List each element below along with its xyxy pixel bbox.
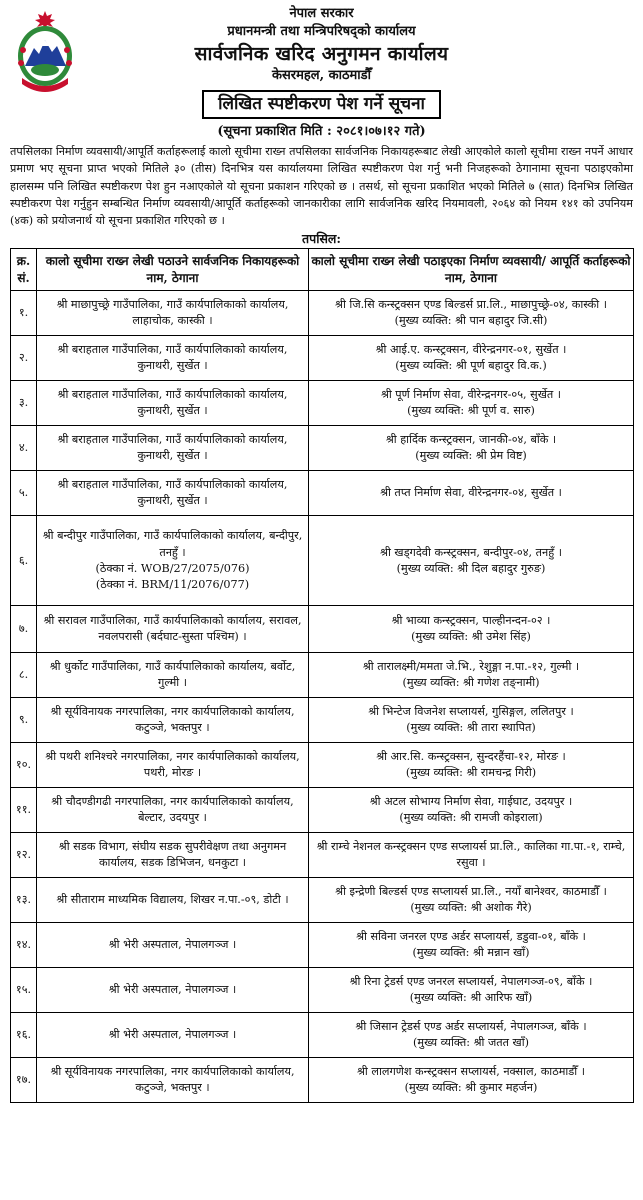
key-person: (मुख्य व्यक्ति: श्री पान बहादुर जि.सी) <box>394 314 548 328</box>
row-contractor <box>309 698 634 743</box>
row-contractor <box>309 336 634 381</box>
row-contractor <box>309 878 634 923</box>
table-row <box>11 743 634 788</box>
key-person: (मुख्य व्यक्ति: श्री जतत खाँ) <box>413 1036 529 1050</box>
contractor-name: श्री सविना जनरल एण्ड अर्डर सप्लायर्स, डडुवा-०१, बाँके । <box>356 930 586 944</box>
row-serial: ४. <box>11 426 37 471</box>
row-contractor <box>309 1058 634 1103</box>
row-entity: श्री बराहताल गाउँपालिका, गाउँ कार्यपालिकाको कार्यालय, कुनाथरी, सुर्खेत । <box>37 426 309 471</box>
row-serial: १५. <box>11 968 37 1013</box>
row-contractor <box>309 743 634 788</box>
table-row <box>11 1013 634 1058</box>
contractor-name: श्री आर.सि. कन्स्ट्रक्सन, सुन्दरहैंचा-१२, मोरङ । <box>376 750 566 764</box>
row-serial: ३. <box>11 381 37 426</box>
row-contractor <box>309 788 634 833</box>
contractor-name: श्री तप्त निर्माण सेवा, वीरेन्द्रनगर-०४, सुर्खेत । <box>380 486 562 500</box>
row-serial: १७. <box>11 1058 37 1103</box>
contractor-name: श्री रिना ट्रेडर्स एण्ड जनरल सप्लायर्स, नेपालगञ्ज-०९, बाँके । <box>349 975 593 989</box>
contractor-name: श्री लालगणेश कन्स्ट्रक्सन सप्लायर्स, नक्साल, काठमाडौँ । <box>357 1065 585 1079</box>
contractor-name: श्री भाव्या कन्स्ट्रक्सन, पाल्हीनन्दन-०२ । <box>391 614 551 628</box>
entity-name: श्री बन्दीपुर गाउँपालिका, गाउँ कार्यपालिकाको कार्यालय, बन्दीपुर, तनहुँ । <box>42 529 303 559</box>
table-row <box>11 653 634 698</box>
row-entity: श्री भेरी अस्पताल, नेपालगञ्ज । <box>37 923 309 968</box>
office-name: प्रधानमन्त्री तथा मन्त्रिपरिषद्को कार्यालय <box>227 24 416 40</box>
notice-paragraph: तपसिलका निर्माण व्यवसायी/आपूर्ति कर्ताहरूलाई कालो सूचीमा राख्न तपसिलका सार्वजनिक निकायहरूबाट लेखी आएकोले कालो सूचीमा राख्न नपर्ने आधार प्रमाण भए सूचना प्राप्त भएको मितिले ३० (तीस) दिनभित्र यस कार्यालयमा लिखित स्पष्टीकरण पेश गर्नु भनी निजहरूको ठेगानामा सूचना पठाइएकोमा हालसम्म पनि लिखित स्पष्टीकरण पेश हुन नआएकोले यो सूचना प्रकाशन गरिएको छ । तसर्थ, सो सूचना प्रकाशित भएको मितिले ७ (सात) दिनभित्र लिखित स्पष्टीकरण पेश गर्नुहुन सम्बन्धित निर्माण व्यवसायी/आपूर्ति कर्ताहरूको जानकारीका लागि सार्वजनिक खरिद नियमावली, २०६४ को नियम १४१ को उपनियम (४क) को प्रयोजनार्थ यो सूचना प्रकाशित गरिएको छ । <box>10 145 633 228</box>
row-entity: श्री भेरी अस्पताल, नेपालगञ्ज । <box>37 1013 309 1058</box>
table-row <box>11 1058 634 1103</box>
row-serial: २. <box>11 336 37 381</box>
notice-header <box>10 6 633 119</box>
table-row <box>11 471 634 516</box>
contractor-name: श्री इन्द्रेणी बिल्डर्स एण्ड सप्लायर्स प्रा.लि., नयाँ बानेश्वर, काठमाडौँ । <box>335 885 607 899</box>
table-row <box>11 291 634 336</box>
row-contractor <box>309 516 634 606</box>
key-person: (मुख्य व्यक्ति: श्री पूर्ण बहादुर वि.क.) <box>395 359 547 373</box>
row-contractor <box>309 833 634 878</box>
key-person: (मुख्य व्यक्ति: श्री पूर्ण व. सारु) <box>407 404 535 418</box>
table-row <box>11 606 634 653</box>
row-entity: श्री चौदण्डीगढी नगरपालिका, नगर कार्यपालिकाको कार्यालय, बेल्टार, उदयपुर । <box>37 788 309 833</box>
row-contractor <box>309 291 634 336</box>
key-person: (मुख्य व्यक्ति: श्री आरिफ खाँ) <box>409 991 533 1005</box>
table-row <box>11 833 634 878</box>
row-entity: श्री पथरी शनिश्चरे नगरपालिका, नगर कार्यपालिकाको कार्यालय, पथरी, मोरङ । <box>37 743 309 788</box>
row-serial: ११. <box>11 788 37 833</box>
government-name: नेपाल सरकार <box>289 6 354 21</box>
row-entity: श्री सडक विभाग, संघीय सडक सुपरीवेक्षण तथा अनुगमन कार्यालय, सडक डिभिजन, धनकुटा । <box>37 833 309 878</box>
key-person: (मुख्य व्यक्ति: श्री रामजी कोइराला) <box>399 811 543 825</box>
notice-title: लिखित स्पष्टीकरण पेश गर्ने सूचना <box>202 90 441 119</box>
row-entity: श्री धुर्कोट गाउँपालिका, गाउँ कार्यपालिकाको कार्यालय, बर्वोट, गुल्मी । <box>37 653 309 698</box>
table-row <box>11 516 634 606</box>
office-location: केसरमहल, काठमाडौँ <box>272 68 371 84</box>
row-serial: ८. <box>11 653 37 698</box>
schedule-label: तपसिल: <box>301 230 341 246</box>
contractor-name: श्री हार्दिक कन्स्ट्रक्सन, जानकी-०४, बाँके । <box>385 433 557 447</box>
contractor-name: श्री राम्चे नेशनल कन्स्ट्रक्सन एण्ड सप्लायर्स प्रा.लि., कालिका गा.पा.-१, राम्चे, रसुवा । <box>316 840 626 870</box>
contractor-name: श्री आई.ए. कन्स्ट्रक्सन, वीरेन्द्रनगर-०१, सुर्खेत । <box>375 343 567 357</box>
row-entity <box>37 516 309 606</box>
contractor-name: श्री जिसान ट्रेडर्स एण्ड अर्डर सप्लायर्स, नेपालगञ्ज, बाँके । <box>355 1020 587 1034</box>
table-row <box>11 698 634 743</box>
row-entity: श्री सूर्यविनायक नगरपालिका, नगर कार्यपालिकाको कार्यालय, कटुञ्जे, भक्तपुर । <box>37 698 309 743</box>
row-serial: ५. <box>11 471 37 516</box>
row-serial: १२. <box>11 833 37 878</box>
contractor-name: श्री अटल सोभाग्य निर्माण सेवा, गाईघाट, उदयपुर । <box>369 795 573 809</box>
row-entity: श्री बराहताल गाउँपालिका, गाउँ कार्यपालिकाको कार्यालय, कुनाथरी, सुर्खेत । <box>37 381 309 426</box>
table-row <box>11 788 634 833</box>
row-serial: ९. <box>11 698 37 743</box>
blacklist-table <box>10 248 634 1103</box>
agency-name: सार्वजनिक खरिद अनुगमन कार्यालय <box>194 42 449 65</box>
key-person: (मुख्य व्यक्ति: श्री कुमार महर्जन) <box>404 1081 538 1095</box>
row-contractor <box>309 1013 634 1058</box>
row-entity: श्री बराहताल गाउँपालिका, गाउँ कार्यपालिकाको कार्यालय, कुनाथरी, सुर्खेत । <box>37 471 309 516</box>
row-contractor <box>309 653 634 698</box>
key-person: (मुख्य व्यक्ति: श्री अशोक गैरे) <box>410 901 532 915</box>
row-contractor <box>309 426 634 471</box>
table-header-row <box>11 249 634 291</box>
key-person: (मुख्य व्यक्ति: श्री मन्नान खाँ) <box>412 946 530 960</box>
header-contractor: कालो सूचीमा राख्न लेखी पठाइएका निर्माण व्यवसायी/ आपूर्ति कर्ताहरूको नाम, ठेगाना <box>309 249 634 291</box>
header-serial: क्र. सं. <box>11 249 37 291</box>
key-person: (मुख्य व्यक्ति: श्री दिल बहादुर गुरुङ) <box>396 561 546 575</box>
row-entity: श्री भेरी अस्पताल, नेपालगञ्ज । <box>37 968 309 1013</box>
table-row <box>11 923 634 968</box>
row-serial: १३. <box>11 878 37 923</box>
row-serial: ७. <box>11 606 37 653</box>
table-row <box>11 878 634 923</box>
contractor-name: श्री पूर्ण निर्माण सेवा, वीरेन्द्रनगर-०५, सुर्खेत । <box>380 388 562 402</box>
contractor-name: श्री भिन्टेज विजनेश सप्लायर्स, गुसिङ्गल, ललितपुर । <box>368 705 574 719</box>
contractor-name: श्री खड्गदेवी कन्स्ट्रक्सन, बन्दीपुर-०४, तनहुँ । <box>380 545 562 559</box>
contract-number: (ठेक्का नं. BRM/11/2076/077) <box>95 578 250 592</box>
header-entity: कालो सूचीमा राख्न लेखी पठाउने सार्वजनिक निकायहरूको नाम, ठेगाना <box>37 249 309 291</box>
nepal-emblem-icon <box>14 8 76 100</box>
row-entity: श्री सरावल गाउँपालिका, गाउँ कार्यपालिकाको कार्यालय, सरावल, नवलपरासी (बर्दघाट-सुस्ता पश्चिम) । <box>37 606 309 653</box>
row-entity: श्री बराहताल गाउँपालिका, गाउँ कार्यपालिकाको कार्यालय, कुनाथरी, सुर्खेत । <box>37 336 309 381</box>
row-entity: श्री सीताराम माध्यमिक विद्यालय, शिखर न.पा.-०९, डोटी । <box>37 878 309 923</box>
key-person: (मुख्य व्यक्ति: श्री प्रेम विष्ट) <box>415 449 527 463</box>
row-contractor <box>309 381 634 426</box>
published-date: (सूचना प्रकाशित मिति : २०८१।०७।१२ गते) <box>217 123 426 139</box>
row-serial: १. <box>11 291 37 336</box>
row-entity: श्री सूर्यविनायक नगरपालिका, नगर कार्यपालिकाको कार्यालय, कटुञ्जे, भक्तपुर । <box>37 1058 309 1103</box>
row-serial: १४. <box>11 923 37 968</box>
table-row <box>11 426 634 471</box>
table-row <box>11 968 634 1013</box>
row-serial: ६. <box>11 516 37 606</box>
contractor-name: श्री तारालक्ष्मी/ममता जे.भि., रेशुङ्गा न.पा.-१२, गुल्मी । <box>362 660 580 674</box>
key-person: (मुख्य व्यक्ति: श्री गणेश तङ्नामी) <box>402 676 540 690</box>
row-serial: १०. <box>11 743 37 788</box>
key-person: (मुख्य व्यक्ति: श्री तारा स्थापित) <box>406 721 536 735</box>
row-contractor <box>309 606 634 653</box>
key-person: (मुख्य व्यक्ति: श्री उमेश सिंह) <box>411 630 531 644</box>
contract-number: (ठेक्का नं. WOB/27/2075/076) <box>95 561 250 575</box>
row-contractor <box>309 471 634 516</box>
row-contractor <box>309 968 634 1013</box>
table-row <box>11 336 634 381</box>
row-serial: १६. <box>11 1013 37 1058</box>
row-contractor <box>309 923 634 968</box>
table-row <box>11 381 634 426</box>
row-entity: श्री माछापुच्छ्रे गाउँपालिका, गाउँ कार्यपालिकाको कार्यालय, लाहाचोक, कास्की । <box>37 291 309 336</box>
contractor-name: श्री जि.सि कन्स्ट्रक्सन एण्ड बिल्डर्स प्रा.लि., माछापुच्छ्रे-०४, कास्की । <box>335 298 607 312</box>
key-person: (मुख्य व्यक्ति: श्री रामचन्द्र गिरी) <box>405 766 537 780</box>
